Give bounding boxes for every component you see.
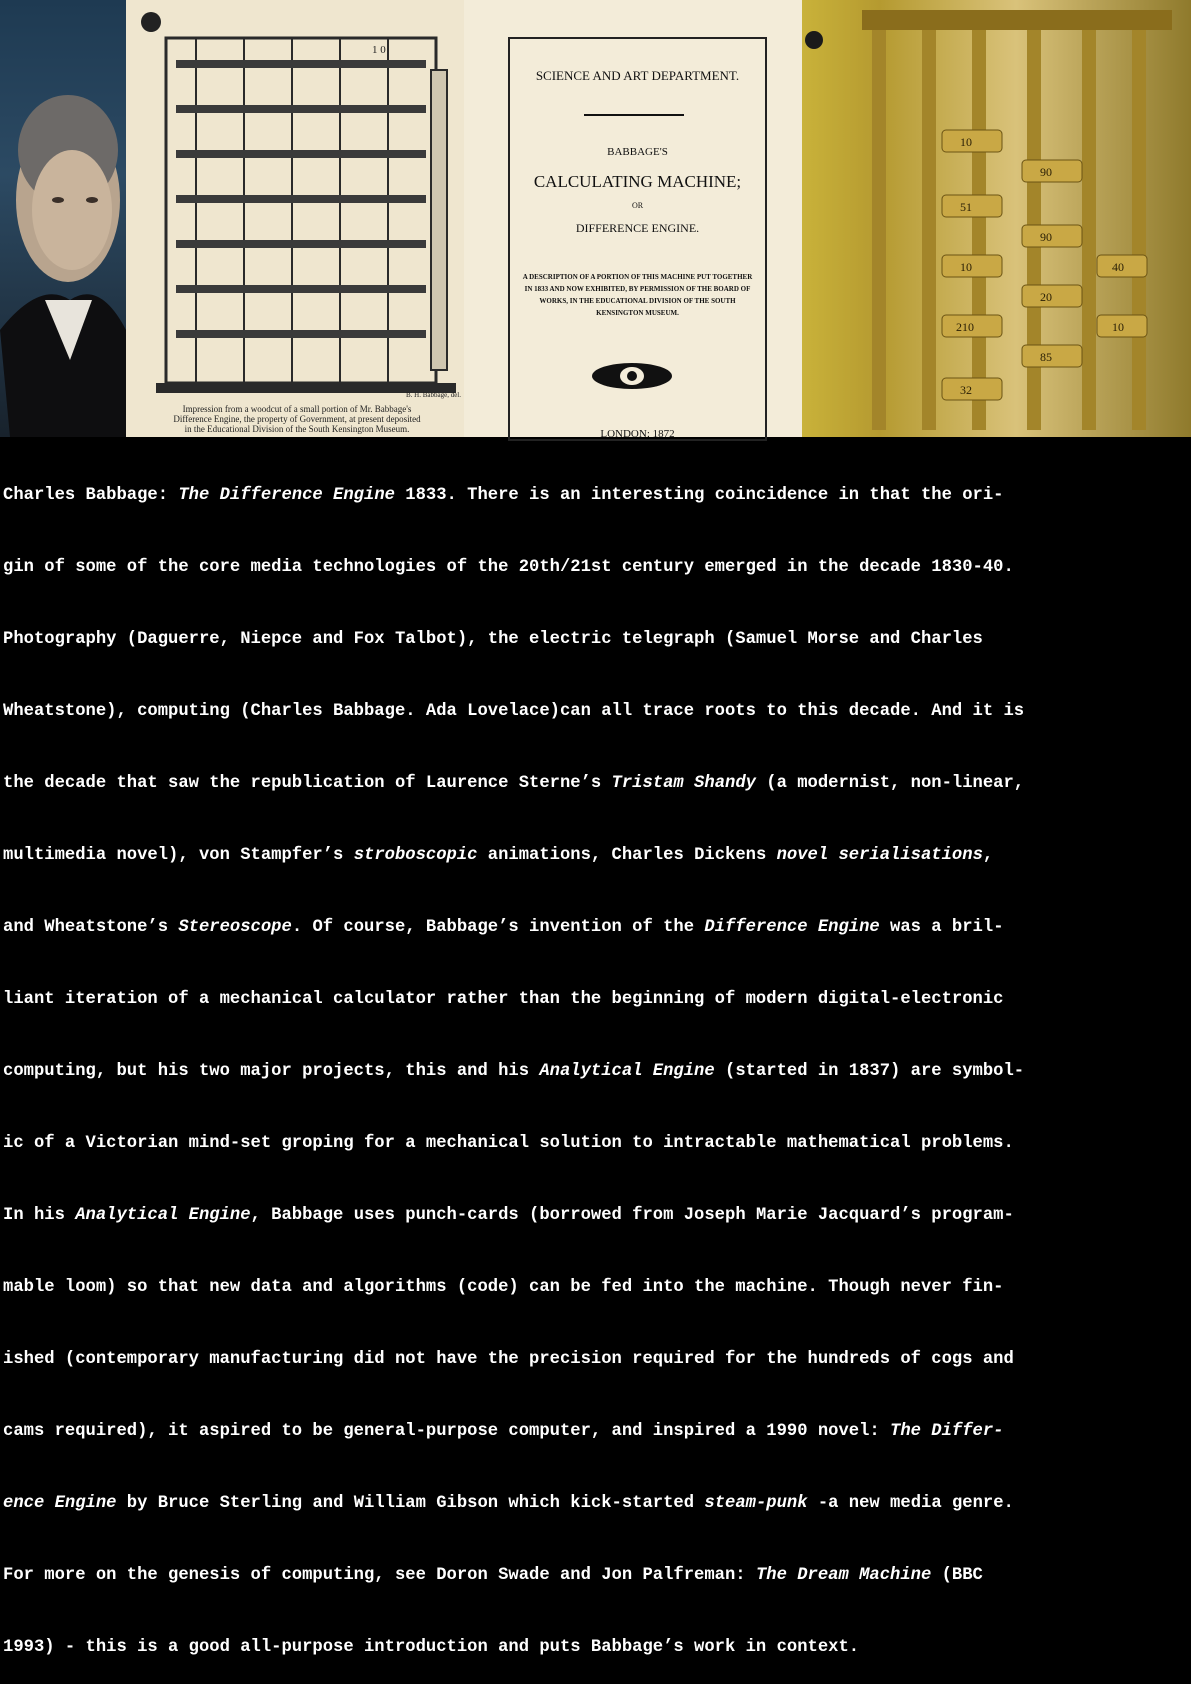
booklet-description: A DESCRIPTION OF A PORTION OF THIS MACHINE PUT TOGETHER IN 1833 AND NOW EXHIBITED, BY PERMISSION OF THE BOARD OF WORKS, IN THE EDUCATIONAL DIVISION OF THE SOUTH KENSINGTON MUSEUM. <box>522 273 753 317</box>
text-line: Photography (Daguerre, Niepce and Fox Talbot), the electric telegraph (Samuel Morse and Charles <box>3 630 983 649</box>
wheel-digit: 90 <box>1040 230 1052 244</box>
text-line: the decade that saw the republication of Laurence Sterne’s Tristam Shandy (a modernist, non-linear, <box>3 774 1025 793</box>
booklet-place: LONDON: 1872 <box>600 428 675 437</box>
wheel-digit: 10 <box>1112 320 1124 334</box>
woodcut-signature: B. H. Babbage, del. <box>405 391 461 399</box>
wheel-digit: 40 <box>1112 260 1124 274</box>
booklet-or: OR <box>631 201 644 210</box>
booklet-department: SCIENCE AND ART DEPARTMENT. <box>535 68 740 83</box>
portrait-image <box>0 0 126 437</box>
wheel-digit: 210 <box>956 320 974 334</box>
wheel-digit: 32 <box>960 383 972 397</box>
text-line: 1993) - this is a good all-purpose introduction and puts Babbage’s work in context. <box>3 1638 860 1657</box>
text-line: ence Engine by Bruce Sterling and William Gibson which kick-started steam-punk -a new media genre. <box>3 1494 1014 1513</box>
booklet-title: CALCULATING MACHINE; <box>533 172 742 191</box>
wheel-digit: 10 <box>960 260 972 274</box>
text-line: Charles Babbage: The Difference Engine 1833. There is an interesting coincidence in that the ori- <box>3 486 1004 505</box>
text-line: Wheatstone), computing (Charles Babbage. Ada Lovelace)can all trace roots to this decade. And it is <box>3 702 1025 721</box>
wheel-digit: 90 <box>1040 165 1052 179</box>
booklet-rule <box>584 114 684 116</box>
booklet-name: BABBAGE'S <box>607 146 668 158</box>
woodcut-drawing <box>126 0 464 437</box>
text-line: computing, but his two major projects, this and his Analytical Engine (started in 1837) are symbol- <box>3 1062 1025 1081</box>
text-line: mable loom) so that new data and algorithms (code) can be fed into the machine. Though never fin- <box>3 1278 1004 1297</box>
essay-text <box>3 436 1191 1684</box>
text-line: liant iteration of a mechanical calculator rather than the beginning of modern digital-electronic <box>3 990 1004 1009</box>
woodcut-engraving <box>126 0 464 437</box>
wheel-digit: 20 <box>1040 290 1052 304</box>
text-line: and Wheatstone’s Stereoscope. Of course, Babbage’s invention of the Difference Engine was a bril- <box>3 918 1004 937</box>
text-line: gin of some of the core media technologies of the 20th/21st century emerged in the decade 1830-40. <box>3 558 1014 577</box>
text-line: ic of a Victorian mind-set groping for a mechanical solution to intractable mathematical problems. <box>3 1134 1014 1153</box>
text-line: ished (contemporary manufacturing did not have the precision required for the hundreds of cogs and <box>3 1350 1014 1369</box>
text-line: multimedia novel), von Stampfer’s stroboscopic animations, Charles Dickens novel serialisations, <box>3 846 994 865</box>
text-line: In his Analytical Engine, Babbage uses punch-cards (borrowed from Joseph Marie Jacquard’s program- <box>3 1206 1014 1225</box>
wheel-digit: 85 <box>1040 350 1052 364</box>
machine-image <box>802 0 1191 437</box>
royal-crest-icon <box>588 356 676 396</box>
woodcut-top-digits: 1 0 <box>372 44 386 56</box>
booklet-subtitle: DIFFERENCE ENGINE. <box>575 221 700 235</box>
wheel-digit: 51 <box>960 200 972 214</box>
text-line: For more on the genesis of computing, see Doron Swade and Jon Palfreman: The Dream Machine (BBC <box>3 1566 983 1585</box>
wheel-digit: 10 <box>960 135 972 149</box>
text-line: cams required), it aspired to be general-purpose computer, and inspired a 1990 novel: The Differ- <box>3 1422 1004 1441</box>
babbage-portrait <box>0 0 126 437</box>
difference-engine-photo <box>802 0 1191 437</box>
woodcut-caption: Impression from a woodcut of a small portion of Mr. Babbage's Difference Engine, the property of Government, at present deposited in the Educational Division of the South Kensington Museum. <box>173 404 421 434</box>
